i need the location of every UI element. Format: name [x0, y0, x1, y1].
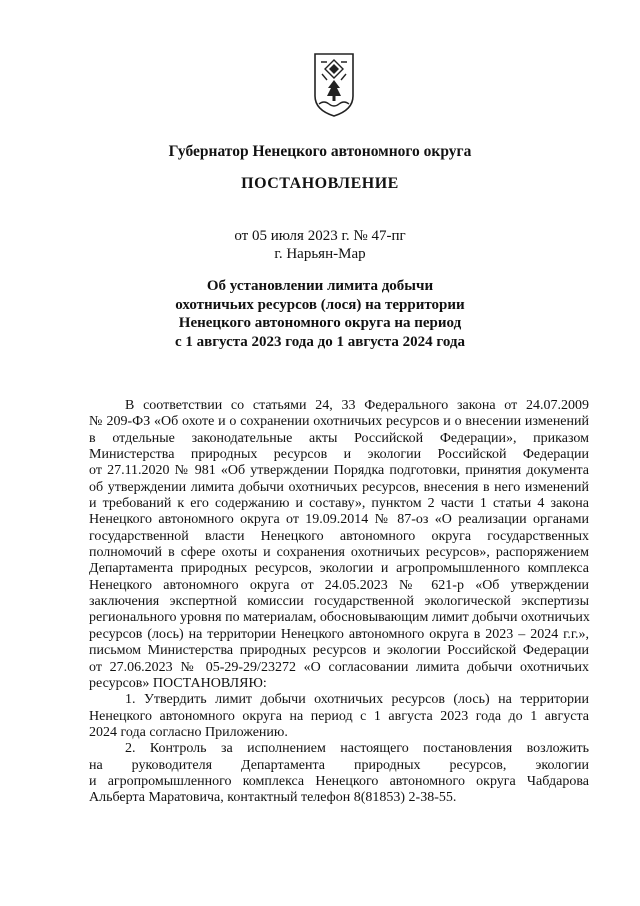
text-line: Альберта Маратовича, контактный телефон 8(81853) 2-38-55. [89, 790, 457, 806]
text-line: 1. Утвердить лимит добычи охотничьих ресурсов (лось) на территории [125, 692, 589, 708]
text-line: на руководителя Департамента природных ресурсов, экологии [89, 757, 589, 773]
text-line: в отдельные законодательные акты Российской Федерации», приказом [89, 430, 589, 446]
organization-name: Губернатор Ненецкого автономного округа [168, 143, 472, 160]
date-and-number: от 05 июля 2023 г. № 47-пг [234, 228, 406, 244]
item-2-paragraph [89, 741, 589, 806]
document-body [89, 398, 589, 807]
title-line: Об установлении лимита добычи [206, 278, 434, 294]
text-line: полномочий в сфере охоты и сохранения охотничьих ресурсов», распоряжением [89, 545, 589, 561]
text-line: от 27.11.2020 № 981 «Об утверждении Порядка подготовки, принятия документа [89, 463, 589, 479]
document-type: ПОСТАНОВЛЕНИЕ [241, 175, 399, 192]
text-line: заключения экспертной комиссии государственной экологической экспертизы [89, 594, 589, 610]
text-line: 2. Контроль за исполнением настоящего постановления возложить [125, 741, 589, 757]
text-line: и требований к его содержанию и составу», пунктом 2 части 1 статьи 4 закона [89, 496, 589, 512]
text-line: Департамента природных ресурсов, экологии и агропромышленного комплекса [89, 561, 589, 577]
document-title [0, 277, 640, 351]
text-line: № 209-ФЗ «Об охоте и о сохранении охотничьих ресурсов и о внесении изменений [89, 414, 589, 430]
title-line: с 1 августа 2023 года до 1 августа 2024 года [174, 333, 465, 350]
text-line: государственной власти Ненецкого автономного округа государственных [89, 528, 589, 544]
text-line: Ненецкого автономного округа от 24.05.2023 № 621-р «Об утверждении [89, 577, 589, 593]
text-line: Ненецкого автономного округа от 19.09.2014 № 87-оз «О реализации органами [89, 512, 589, 528]
text-line: письмом Министерства природных ресурсов и экологии Российской Федерации [89, 643, 589, 659]
text-line: регионального уровня по материалам, обосновывающим лимит добычи охотничьих [89, 610, 590, 626]
item-1-paragraph [89, 692, 589, 741]
text-line: Министерства природных ресурсов и экологии Российской Федерации [89, 447, 589, 463]
preamble-paragraph [89, 398, 589, 692]
text-line: ресурсов» ПОСТАНОВЛЯЮ: [89, 675, 267, 691]
title-line: охотничьих ресурсов (лося) на территории [175, 296, 465, 313]
text-line: В соответствии со статьями 24, 33 Федерального закона от 24.07.2009 [125, 398, 589, 413]
text-line: Ненецкого автономного округа на период с 1 августа 2023 года до 1 августа [89, 708, 589, 724]
title-line: Ненецкого автономного округа на период [178, 315, 462, 331]
text-line: ресурсов (лось) на территории Ненецкого автономного округа в 2023 – 2024 г.г.», [89, 626, 589, 642]
text-line: 2024 года согласно Приложению. [89, 724, 288, 740]
place-of-issue: г. Нарьян-Мар [274, 246, 366, 262]
text-line: от 27.06.2023 № 05-29-29/23272 «О согласовании лимита добычи охотничьих [89, 659, 589, 675]
text-line: об утверждении лимита добычи охотничьих ресурсов, внесения в него изменений [89, 479, 589, 495]
coat-of-arms-icon [313, 52, 355, 118]
text-line: и агропромышленного комплекса Ненецкого автономного округа Чабдарова [89, 773, 589, 789]
